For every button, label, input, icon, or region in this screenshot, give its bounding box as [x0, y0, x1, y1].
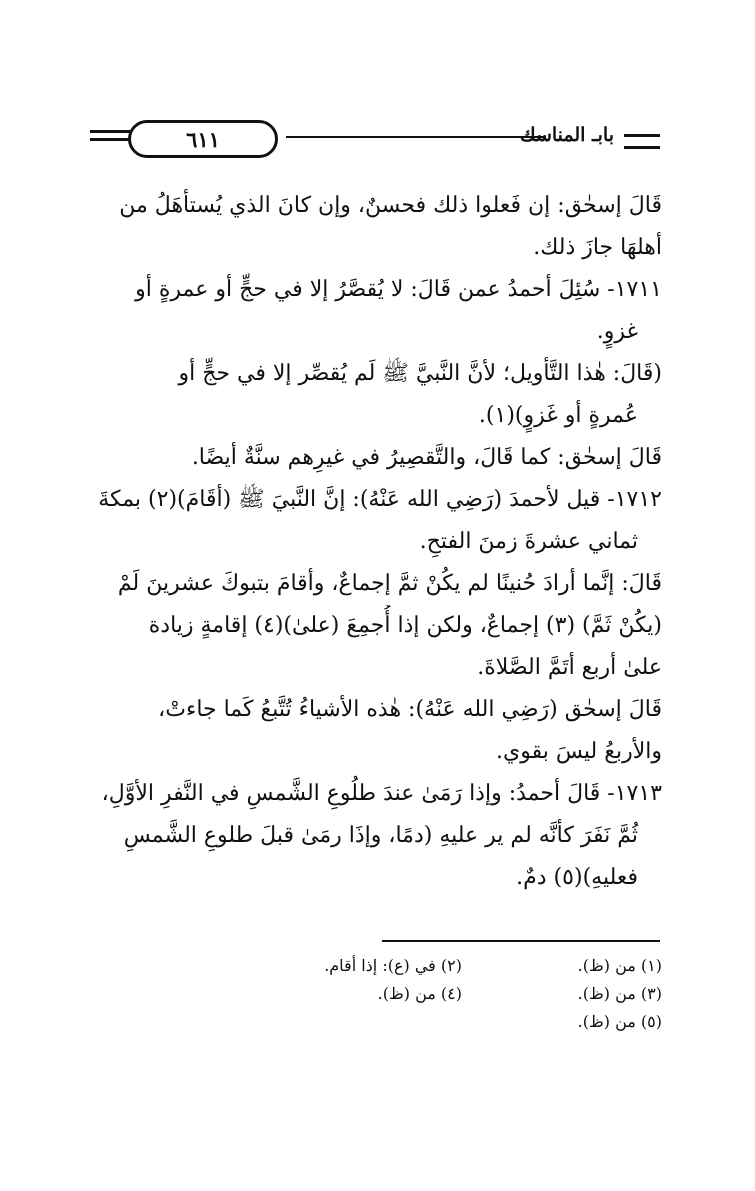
- header-rule-left-top: [90, 130, 130, 133]
- text-line: قَالَ: إنَّما أرادَ حُنينًا لم يكُنْ ثمَّ إجماعٌ، وأقامَ بتبوكَ عشرينَ لَمْ: [117, 571, 662, 596]
- header-rule-middle: [286, 136, 546, 138]
- text-line: (يكُنْ ثَمَّ) (٣) إجماعٌ، ولكن إذا أُجمِعَ (علىٰ)(٤) إقامةٍ زيادة: [148, 613, 662, 638]
- text-line: قَالَ إسحٰق (رَضِي الله عَنْهُ): هٰذه الأشياءُ تُتَّبعُ كَما جاءتْ،: [158, 697, 662, 722]
- text-line: قَالَ إسحٰق: إن فَعلوا ذلك فحسنٌ، وإن كانَ الذي يُستأهَلُ من: [119, 193, 662, 218]
- footnote: (٥) من (ظ).: [577, 1012, 662, 1031]
- header-ornament: [624, 134, 660, 149]
- header-rule-left-bottom: [90, 138, 130, 141]
- text-line: ١٧١٢- قيل لأحمدَ (رَضِي الله عَنْهُ): إنَّ النَّبيَ ﷺ (أقَامَ)(٢) بمكةَ: [98, 487, 662, 512]
- text-line: علىٰ أربع أتَمَّ الصَّلاةَ.: [477, 655, 662, 680]
- text-line: غزوٍ.: [596, 319, 638, 344]
- footnotes: [88, 952, 662, 1036]
- main-text: [88, 185, 662, 899]
- footnote-row: [88, 980, 662, 1008]
- footnote: [212, 1008, 462, 1036]
- footnote-row: [88, 952, 662, 980]
- footnote-row: [88, 1008, 662, 1036]
- text-line: ثُمَّ نَفَرَ كأنَّه لم ير عليهِ (دمًا، وإذَا رمَىٰ قبلَ طلوعِ الشَّمسِ: [123, 823, 638, 848]
- footnote-separator: [382, 940, 660, 942]
- text-line: والأربعُ ليسَ بقوي.: [496, 739, 662, 764]
- text-line: قَالَ إسحٰق: كما قَالَ، والتَّقصِيرُ في غيرِهم سنَّةٌ أيضًا.: [191, 445, 662, 470]
- footnote: (١) من (ظ).: [577, 956, 662, 975]
- text-line: فعليهِ)(٥) دمٌ.: [516, 865, 638, 890]
- page-number: ٦١١: [128, 120, 278, 158]
- text-line: (قَالَ: هٰذا التَّأويل؛ لأنَّ النَّبيَّ ﷺ لَم يُقصِّر إلا في حجٍّ أو: [178, 361, 662, 386]
- text-line: أهلهَا جازَ ذلك.: [533, 235, 662, 260]
- footnote: (٢) في (ع): إذا أقام.: [324, 956, 462, 975]
- chapter-title: بابـ المناسك: [519, 124, 614, 146]
- text-line: ١٧١١- سُئِلَ أحمدُ عمن قَالَ: لا يُقصَّرُ إلا في حجٍّ أو عمرةٍ أو: [135, 277, 662, 302]
- text-line: ثماني عشرةَ زمنَ الفتحِ.: [419, 529, 638, 554]
- footnote: (٤) من (ظ).: [377, 984, 462, 1003]
- page-header: [90, 118, 660, 166]
- text-line: ١٧١٣- قَالَ أحمدُ: وإذا رَمَىٰ عندَ طلُوعِ الشَّمسِ في النَّفرِ الأوَّلِ،: [101, 781, 662, 806]
- text-line: عُمرةٍ أو غَزوٍ)(١).: [478, 403, 638, 428]
- footnote: (٣) من (ظ).: [577, 984, 662, 1003]
